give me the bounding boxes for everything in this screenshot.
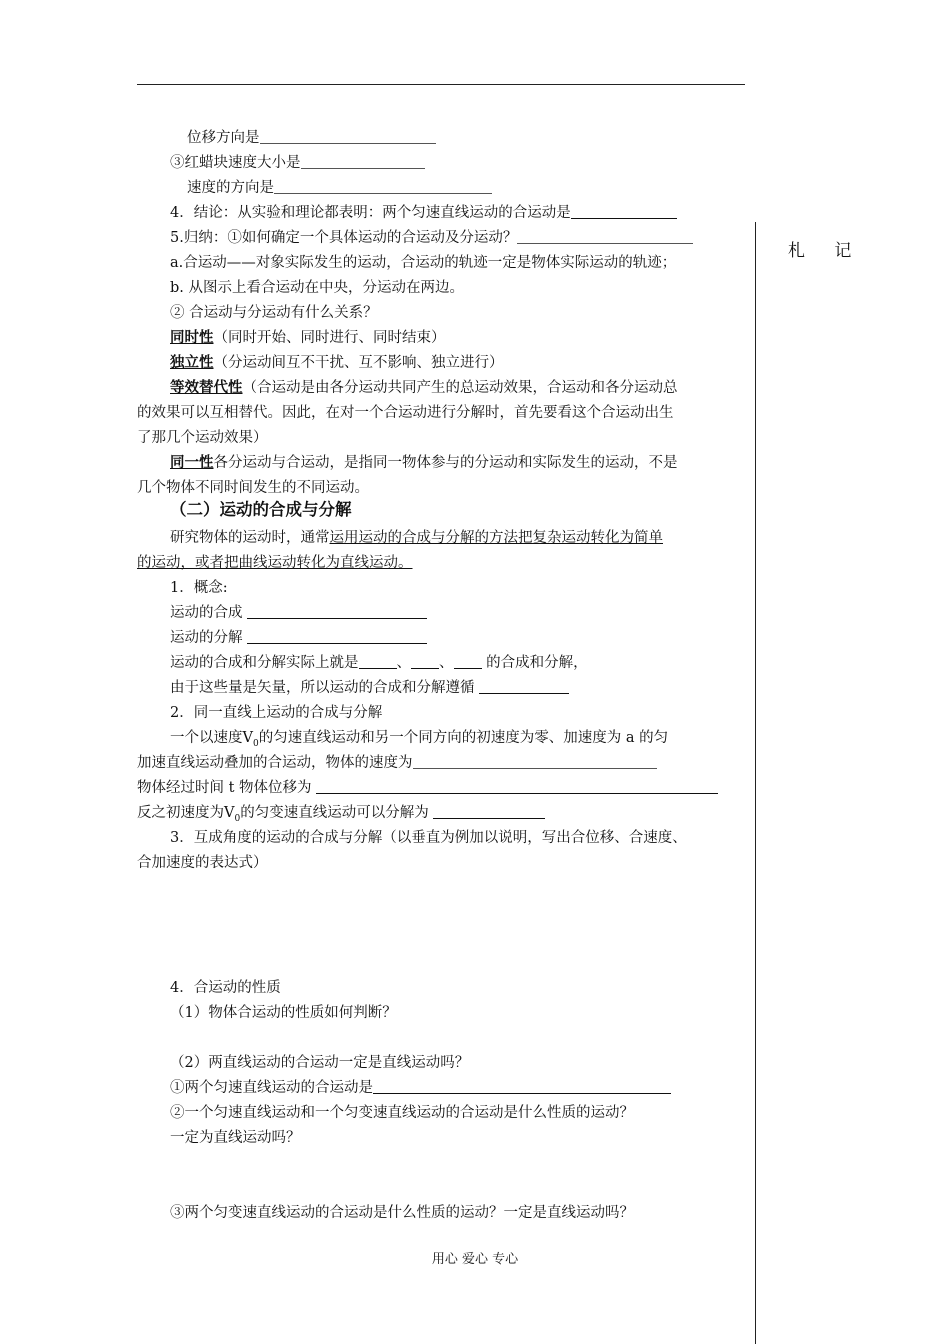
answer-blank[interactable] <box>247 603 427 619</box>
text-line: 4．结论：从实验和理论都表明：两个匀速直线运动的合运动是 <box>170 203 677 223</box>
text-line: 一个以速度$V_0$的匀速直线运动和另一个同方向的初速度为零、加速度为 a 的匀 <box>170 730 669 749</box>
answer-blank[interactable] <box>359 653 397 669</box>
text-line: ② 合运动与分运动有什么关系？ <box>170 305 378 321</box>
text-line: 同一性各分运动与合运动，是指同一物体参与的分运动和实际发生的运动，不是 <box>170 455 678 471</box>
answer-blank[interactable] <box>316 778 718 794</box>
answer-blank[interactable] <box>247 628 427 644</box>
notes-column-divider <box>755 222 756 1344</box>
text-line: b. 从图示上看合运动在中央，分运动在两边。 <box>170 280 464 296</box>
text-line: 同时性（同时开始、同时进行、同时结束） <box>170 330 446 346</box>
answer-blank[interactable] <box>454 653 482 669</box>
text-line: 3．互成角度的运动的合成与分解（以垂直为例加以说明，写出合位移、合速度、 <box>170 830 687 846</box>
answer-blank[interactable] <box>413 753 657 769</box>
text-line: 物体经过时间 t 物体位移为 <box>137 778 718 798</box>
text-line: 几个物体不同时间发生的不同运动。 <box>137 480 369 496</box>
text-line: ②一个匀速直线运动和一个匀变速直线运动的合运动是什么性质的运动？ <box>170 1105 634 1121</box>
answer-blank[interactable] <box>274 178 492 194</box>
page-footer: 用心 爱心 专心 <box>431 1252 519 1267</box>
text-line: 2．同一直线上运动的合成与分解 <box>170 705 383 721</box>
text-line: ③红蜡块速度大小是 <box>170 153 425 173</box>
text-line: （2）两直线运动的合运动一定是直线运动吗？ <box>170 1055 470 1071</box>
text-line: ①两个匀速直线运动的合运动是 <box>170 1078 671 1098</box>
section-heading: （二）运动的合成与分解 <box>170 500 352 519</box>
text-line: 的运动，或者把曲线运动转化为直线运动。 <box>137 555 413 571</box>
keyword-identity: 同一性 <box>170 455 214 471</box>
text-line: ③两个匀变速直线运动的合运动是什么性质的运动？一定是直线运动吗？ <box>170 1205 634 1221</box>
text-line: 的效果可以互相替代。因此，在对一个合运动进行分解时，首先要看这个合运动出生 <box>137 405 674 421</box>
text-line: 等效替代性（合运动是由各分运动共同产生的总运动效果，合运动和各分运动总 <box>170 380 678 396</box>
text-line: 由于这些量是矢量，所以运动的合成和分解遵循 <box>170 678 569 698</box>
text-line: a.合运动——对象实际发生的运动，合运动的轨迹一定是物体实际运动的轨迹； <box>170 255 677 271</box>
text-line: 运动的分解 <box>170 628 427 648</box>
text-line: 了那几个运动效果） <box>137 430 268 446</box>
side-note-label: 札 记 <box>788 241 864 261</box>
answer-blank[interactable] <box>517 228 693 244</box>
answer-blank[interactable] <box>411 653 439 669</box>
keyword-simultaneity: 同时性 <box>170 330 214 346</box>
answer-blank[interactable] <box>433 803 545 819</box>
answer-blank[interactable] <box>373 1078 671 1094</box>
text-line: 合加速度的表达式） <box>137 855 268 871</box>
answer-blank[interactable] <box>479 678 569 694</box>
text-line: 研究物体的运动时，通常运用运动的合成与分解的方法把复杂运动转化为简单 <box>170 530 663 546</box>
answer-blank[interactable] <box>260 128 436 144</box>
text-line: 运动的合成和分解实际上就是 、 、 的合成和分解， <box>170 655 588 671</box>
text-line: 加速直线运动叠加的合运动，物体的速度为 <box>137 753 657 773</box>
text-line: 1．概念: <box>170 580 228 596</box>
answer-blank[interactable] <box>571 203 677 219</box>
text-line: 独立性（分运动间互不干扰、互不影响、独立进行） <box>170 355 504 371</box>
answer-blank[interactable] <box>301 153 425 169</box>
text-line: 位移方向是 <box>187 128 436 148</box>
text-line: 5.归纳：①如何确定一个具体运动的合运动及分运动？ <box>170 228 693 248</box>
text-line: 一定为直线运动吗？ <box>170 1130 301 1146</box>
text-line: （1）物体合运动的性质如何判断？ <box>170 1005 397 1021</box>
text-line: 4．合运动的性质 <box>170 980 281 996</box>
keyword-independence: 独立性 <box>170 355 214 371</box>
keyword-equivalence: 等效替代性 <box>170 380 243 396</box>
header-rule <box>137 84 745 85</box>
text-line: 运动的合成 <box>170 603 427 623</box>
text-line: 速度的方向是 <box>187 178 492 198</box>
text-line: 反之初速度为$V_0$的匀变速直线运动可以分解为 <box>137 803 545 829</box>
